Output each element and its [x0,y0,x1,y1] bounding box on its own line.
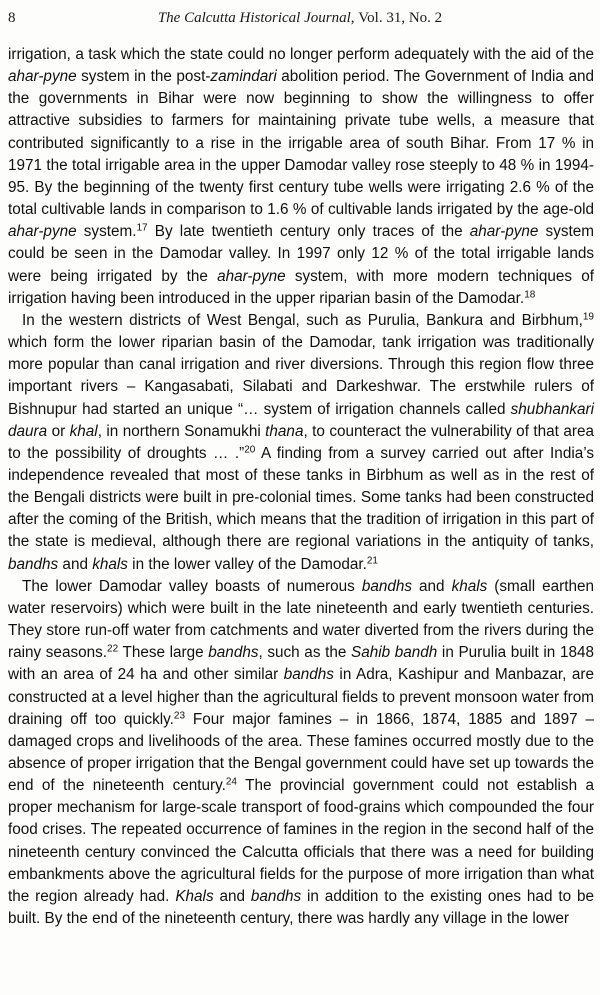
text-run: The lower Damodar valley boasts of numerous [22,577,362,595]
text-run: system could be seen in the Damodar valley. In 1997 only 12 % of the total irrigable lands were being irrigated by the [8,223,594,285]
italic-term: ahar-pyne [8,68,77,86]
text-run: system in the post- [76,68,211,86]
footnote-ref: 24 [225,776,237,788]
text-run: in addition to the existing ones had to be built. By the end of the nineteenth century, there was hardly any village in the lower [8,887,595,928]
journal-title: The Calcutta Historical Journal, [157,10,355,26]
italic-term: ahar-pyne [8,223,77,241]
text-run: in Adra, Kashipur and Manbazar, are constructed at a level higher than the agricultural fields to prevent monsoon water from draining off too quickly. [8,666,594,728]
text-run: irrigation, a task which the state could no longer perform adequately with the aid of the [8,46,594,63]
italic-term: bandhs [361,577,413,595]
paragraph [8,310,594,576]
footnote-ref: 20 [244,444,256,456]
text-run: These large [118,644,209,662]
text-run: and [58,555,93,573]
italic-term: shubhankari daura [8,400,594,440]
text-run: and [213,887,251,905]
text-run: By late twentieth century only traces of the [147,223,470,241]
footnote-ref: 17 [136,222,148,234]
italic-term: khals [92,555,128,573]
text-run: which form the lower riparian basin of the Damodar, tank irrigation was traditionally more popular than canal irrigation and river diversions. Through this region flow three important rivers – Kangasabati, Silabati and Darkeshwar. The erstwhile rulers of Bishnupur had started an unique “… system of irrigation channels called [8,334,594,418]
italic-term: ahar-pyne [217,267,286,285]
text-run: (small earthen water reservoirs) which were built in the late nineteenth and early twentieth centuries. They store run-off water from catchments and water diverted from the rivers during the rainy seasons. [8,577,594,662]
footnote-ref: 23 [173,710,186,722]
footnote-ref: 18 [524,289,536,301]
italic-term: thana [265,422,304,440]
text-run: system, with more modern techniques of irrigation having been introduced in the upper riparian basin of the Damodar. [8,267,594,307]
running-header [8,10,592,32]
body-text [8,44,594,930]
italic-term: Sahib bandh [351,644,438,662]
italic-term: bandhs [8,555,59,573]
text-run: The provincial government could not establish a proper mechanism for large-scale transport of food-grains which compounded the four food crises. The repeated occurrence of famines in the region in the second half of the nineteenth century convinced the Calcutta officials that there was a need for building embankments above the agricultural fields for the purpose of more irrigation than what the region already had. [8,777,594,905]
italic-term: ahar-pyne [469,223,539,241]
text-run: abolition period. The Government of India and the governments in Bihar were now beginning to show the willingness to offer attractive subsidies to farmers for maintaining private tube wells, a measure that contributed significantly to a rise in the irrigable area of south Bihar. From 17 % in 1971 the total irrigable area in the upper Damodar valley rose steeply to 48 % in 1994-95. By the beginning of the twenty first century tube wells were irrigating 2.6 % of the total cultivable lands in comparison to 1.6 % of cultivable lands irrigated by the age-old [8,68,594,219]
text-run: system. [76,223,137,241]
text-run: , to counteract the vulnerability of that area to the possibility of droughts … .” [8,422,594,462]
italic-term: bandhs [250,887,302,905]
italic-term: khals [451,577,488,595]
italic-term: bandhs [208,644,259,662]
footnote-ref: 19 [582,311,594,323]
journal-volume: Vol. 31, No. 2 [358,10,443,26]
italic-term: zamindari [210,68,277,86]
italic-term: Khals [175,887,214,905]
footnote-ref: 22 [107,643,119,655]
text-run: A finding from a survey carried out after India’s independence revealed that most of these tanks in Birbhum as well as in the rest of the Bengali districts were built in pre-colonial times. Some tanks had been constructed after the coming of the British, which means that the tradition of irrigation in this part of the state is medieval, although there are regional variations in the antiquity of tanks, [8,444,594,551]
text-run: or [47,422,70,440]
page-number: 8 [8,10,16,26]
text-run: in the lower valley of the Damodar. [127,555,367,573]
paragraph [8,44,594,310]
footnote-ref: 21 [366,555,378,567]
text-run: , such as the [258,644,351,662]
italic-term: bandhs [283,666,334,684]
text-run: In the western districts of West Bengal, such as Purulia, Bankura and Birbhum, [22,311,583,329]
text-run: , in northern Sonamukhi [97,422,266,440]
text-run: in Purulia built in 1848 with an area of 24 ha and other similar [8,644,594,684]
text-run: and [412,577,452,595]
running-head-title [8,10,592,27]
paragraph [8,576,594,931]
text-run: Four major famines – in 1866, 1874, 1885 and 1897 – damaged crops and livelihoods of the area. These famines occurred mostly due to the absence of proper irrigation that the Bengal government could have set up towards the end of the nineteenth century. [8,710,594,795]
italic-term: khal [69,422,98,440]
